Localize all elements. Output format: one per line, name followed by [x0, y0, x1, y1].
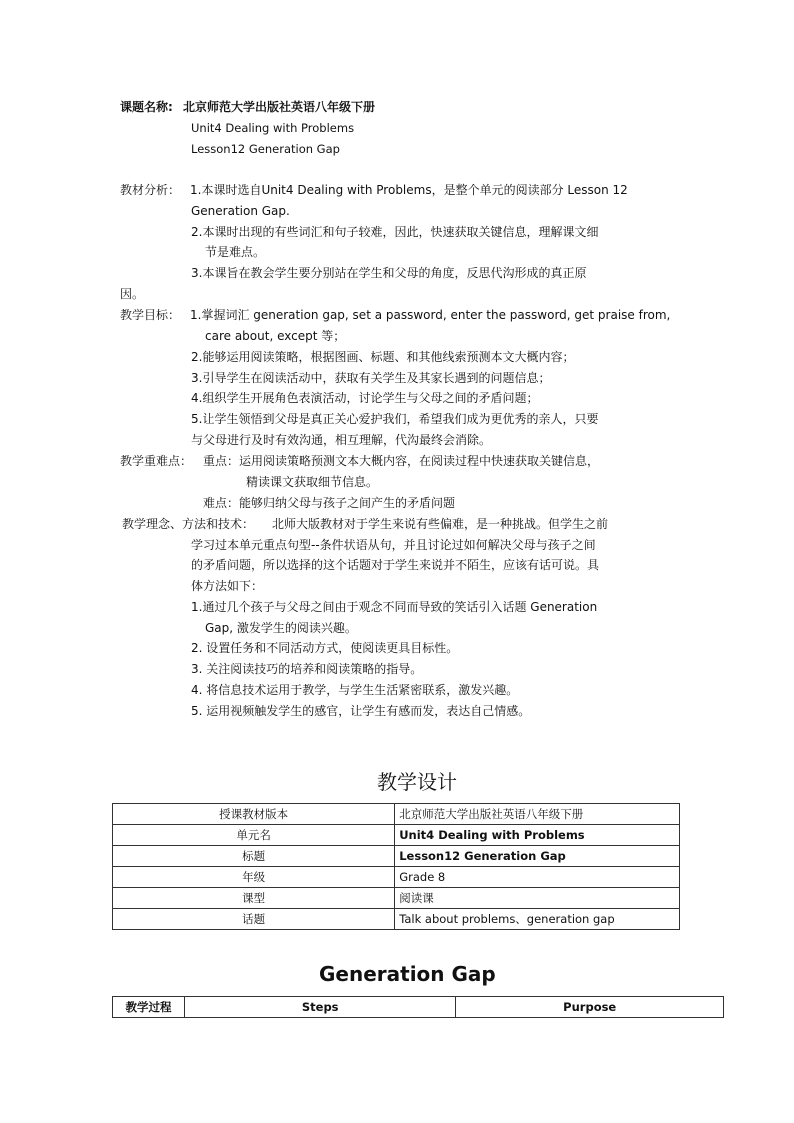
- analysis-line-2b: 节是难点。: [205, 245, 266, 259]
- table-row: [113, 825, 680, 846]
- philosophy-line-4: 体方法如下：: [191, 579, 264, 593]
- table-cell-label: 授课教材版本: [113, 804, 395, 825]
- keypoint-difficulty: 难点：能够归纳父母与孩子之间产生的矛盾问题: [203, 496, 456, 510]
- objective-1b: care about, except 等；: [205, 329, 346, 343]
- table-header-row: [113, 997, 724, 1018]
- objective-4: 4.组织学生开展角色表演活动，讨论学生与父母之间的矛盾问题；: [191, 391, 539, 405]
- table-cell-value: Talk about problems、generation gap: [395, 909, 680, 930]
- table-cell-value: Lesson12 Generation Gap: [395, 846, 680, 867]
- objective-5b: 与父母进行及时有效沟通，相互理解，代沟最终会消除。: [191, 433, 492, 447]
- design-title: 教学设计: [377, 770, 457, 794]
- table-row: [113, 804, 680, 825]
- table-cell-value: 北京师范大学出版社英语八年级下册: [395, 804, 680, 825]
- table-row: [113, 909, 680, 930]
- method-4: 4. 将信息技术运用于教学，与学生生活紧密联系，激发兴趣。: [191, 683, 519, 697]
- philosophy-line-2: 学习过本单元重点句型--条件状语从句，并且讨论过如何解决父母与孩子之间: [191, 538, 596, 552]
- table-row: [113, 846, 680, 867]
- method-1: 1.通过几个孩子与父母之间由于观念不同而导致的笑话引入话题 Generation: [191, 600, 598, 614]
- philosophy-line-3: 的矛盾问题，所以选择的这个话题对于学生来说并不陌生，应该有话可说。具: [191, 558, 600, 572]
- unit-line: Unit4 Dealing with Problems: [191, 121, 355, 135]
- objectives-label: 教学目标：: [120, 308, 181, 322]
- table-cell-label: 标题: [113, 846, 395, 867]
- column-header-process: 教学过程: [113, 997, 185, 1018]
- philosophy-label: 教学理念、方法和技术：: [122, 517, 255, 531]
- column-header-purpose: Purpose: [456, 997, 724, 1018]
- keypoints-label: 教学重难点：: [120, 454, 193, 468]
- table-cell-value: Grade 8: [395, 867, 680, 888]
- process-table: [112, 996, 724, 1018]
- table-row: [113, 867, 680, 888]
- column-header-steps: Steps: [184, 997, 455, 1018]
- analysis-label: 教材分析：: [120, 183, 181, 197]
- design-table: [112, 803, 680, 930]
- table-cell-value: Unit4 Dealing with Problems: [395, 825, 680, 846]
- objective-3: 3.引导学生在阅读活动中，获取有关学生及其家长遇到的问题信息；: [191, 371, 551, 385]
- table-cell-label: 年级: [113, 867, 395, 888]
- table-cell-label: 课型: [113, 888, 395, 909]
- analysis-line-3: 3.本课旨在教会学生要分别站在学生和父母的角度，反思代沟形成的真正原: [191, 266, 587, 280]
- objective-1: 1.掌握词汇 generation gap, set a password, enter the password, get praise from,: [190, 308, 671, 322]
- analysis-line-1: 1.本课时选自Unit4 Dealing with Problems，是整个单元的阅读部分 Lesson 12: [190, 183, 628, 197]
- analysis-line-3b: 因。: [120, 287, 145, 301]
- keypoint-focus-b: 精读课文获取细节信息。: [246, 475, 379, 489]
- analysis-line-1b: Generation Gap.: [191, 204, 290, 218]
- method-1b: Gap, 激发学生的阅读兴趣。: [205, 621, 357, 635]
- philosophy-line-1: 北师大版教材对于学生来说有些偏难，是一种挑战。但学生之前: [272, 517, 609, 531]
- table-row: [113, 888, 680, 909]
- objective-2: 2.能够运用阅读策略，根据图画、标题、和其他线索预测本文大概内容；: [191, 350, 575, 364]
- lesson-line: Lesson12 Generation Gap: [191, 142, 340, 156]
- course-label: 课题名称:: [120, 100, 173, 114]
- analysis-line-2: 2.本课时出现的有些词汇和句子较难，因此，快速获取关键信息，理解课文细: [191, 225, 599, 239]
- objective-5: 5.让学生领悟到父母是真正关心爱护我们，希望我们成为更优秀的亲人，只要: [191, 412, 599, 426]
- keypoint-focus: 重点：运用阅读策略预测文本大概内容，在阅读过程中快速获取关键信息，: [203, 454, 600, 468]
- table-cell-value: 阅读课: [395, 888, 680, 909]
- method-3: 3. 关注阅读技巧的培养和阅读策略的指导。: [191, 662, 423, 676]
- course-name: 北京师范大学出版社英语八年级下册: [183, 100, 376, 114]
- table-cell-label: 单元名: [113, 825, 395, 846]
- table-cell-label: 话题: [113, 909, 395, 930]
- process-title: Generation Gap: [319, 962, 496, 986]
- method-2: 2. 设置任务和不同活动方式，使阅读更具目标性。: [191, 641, 459, 655]
- method-5: 5. 运用视频触发学生的感官，让学生有感而发，表达自己情感。: [191, 704, 531, 718]
